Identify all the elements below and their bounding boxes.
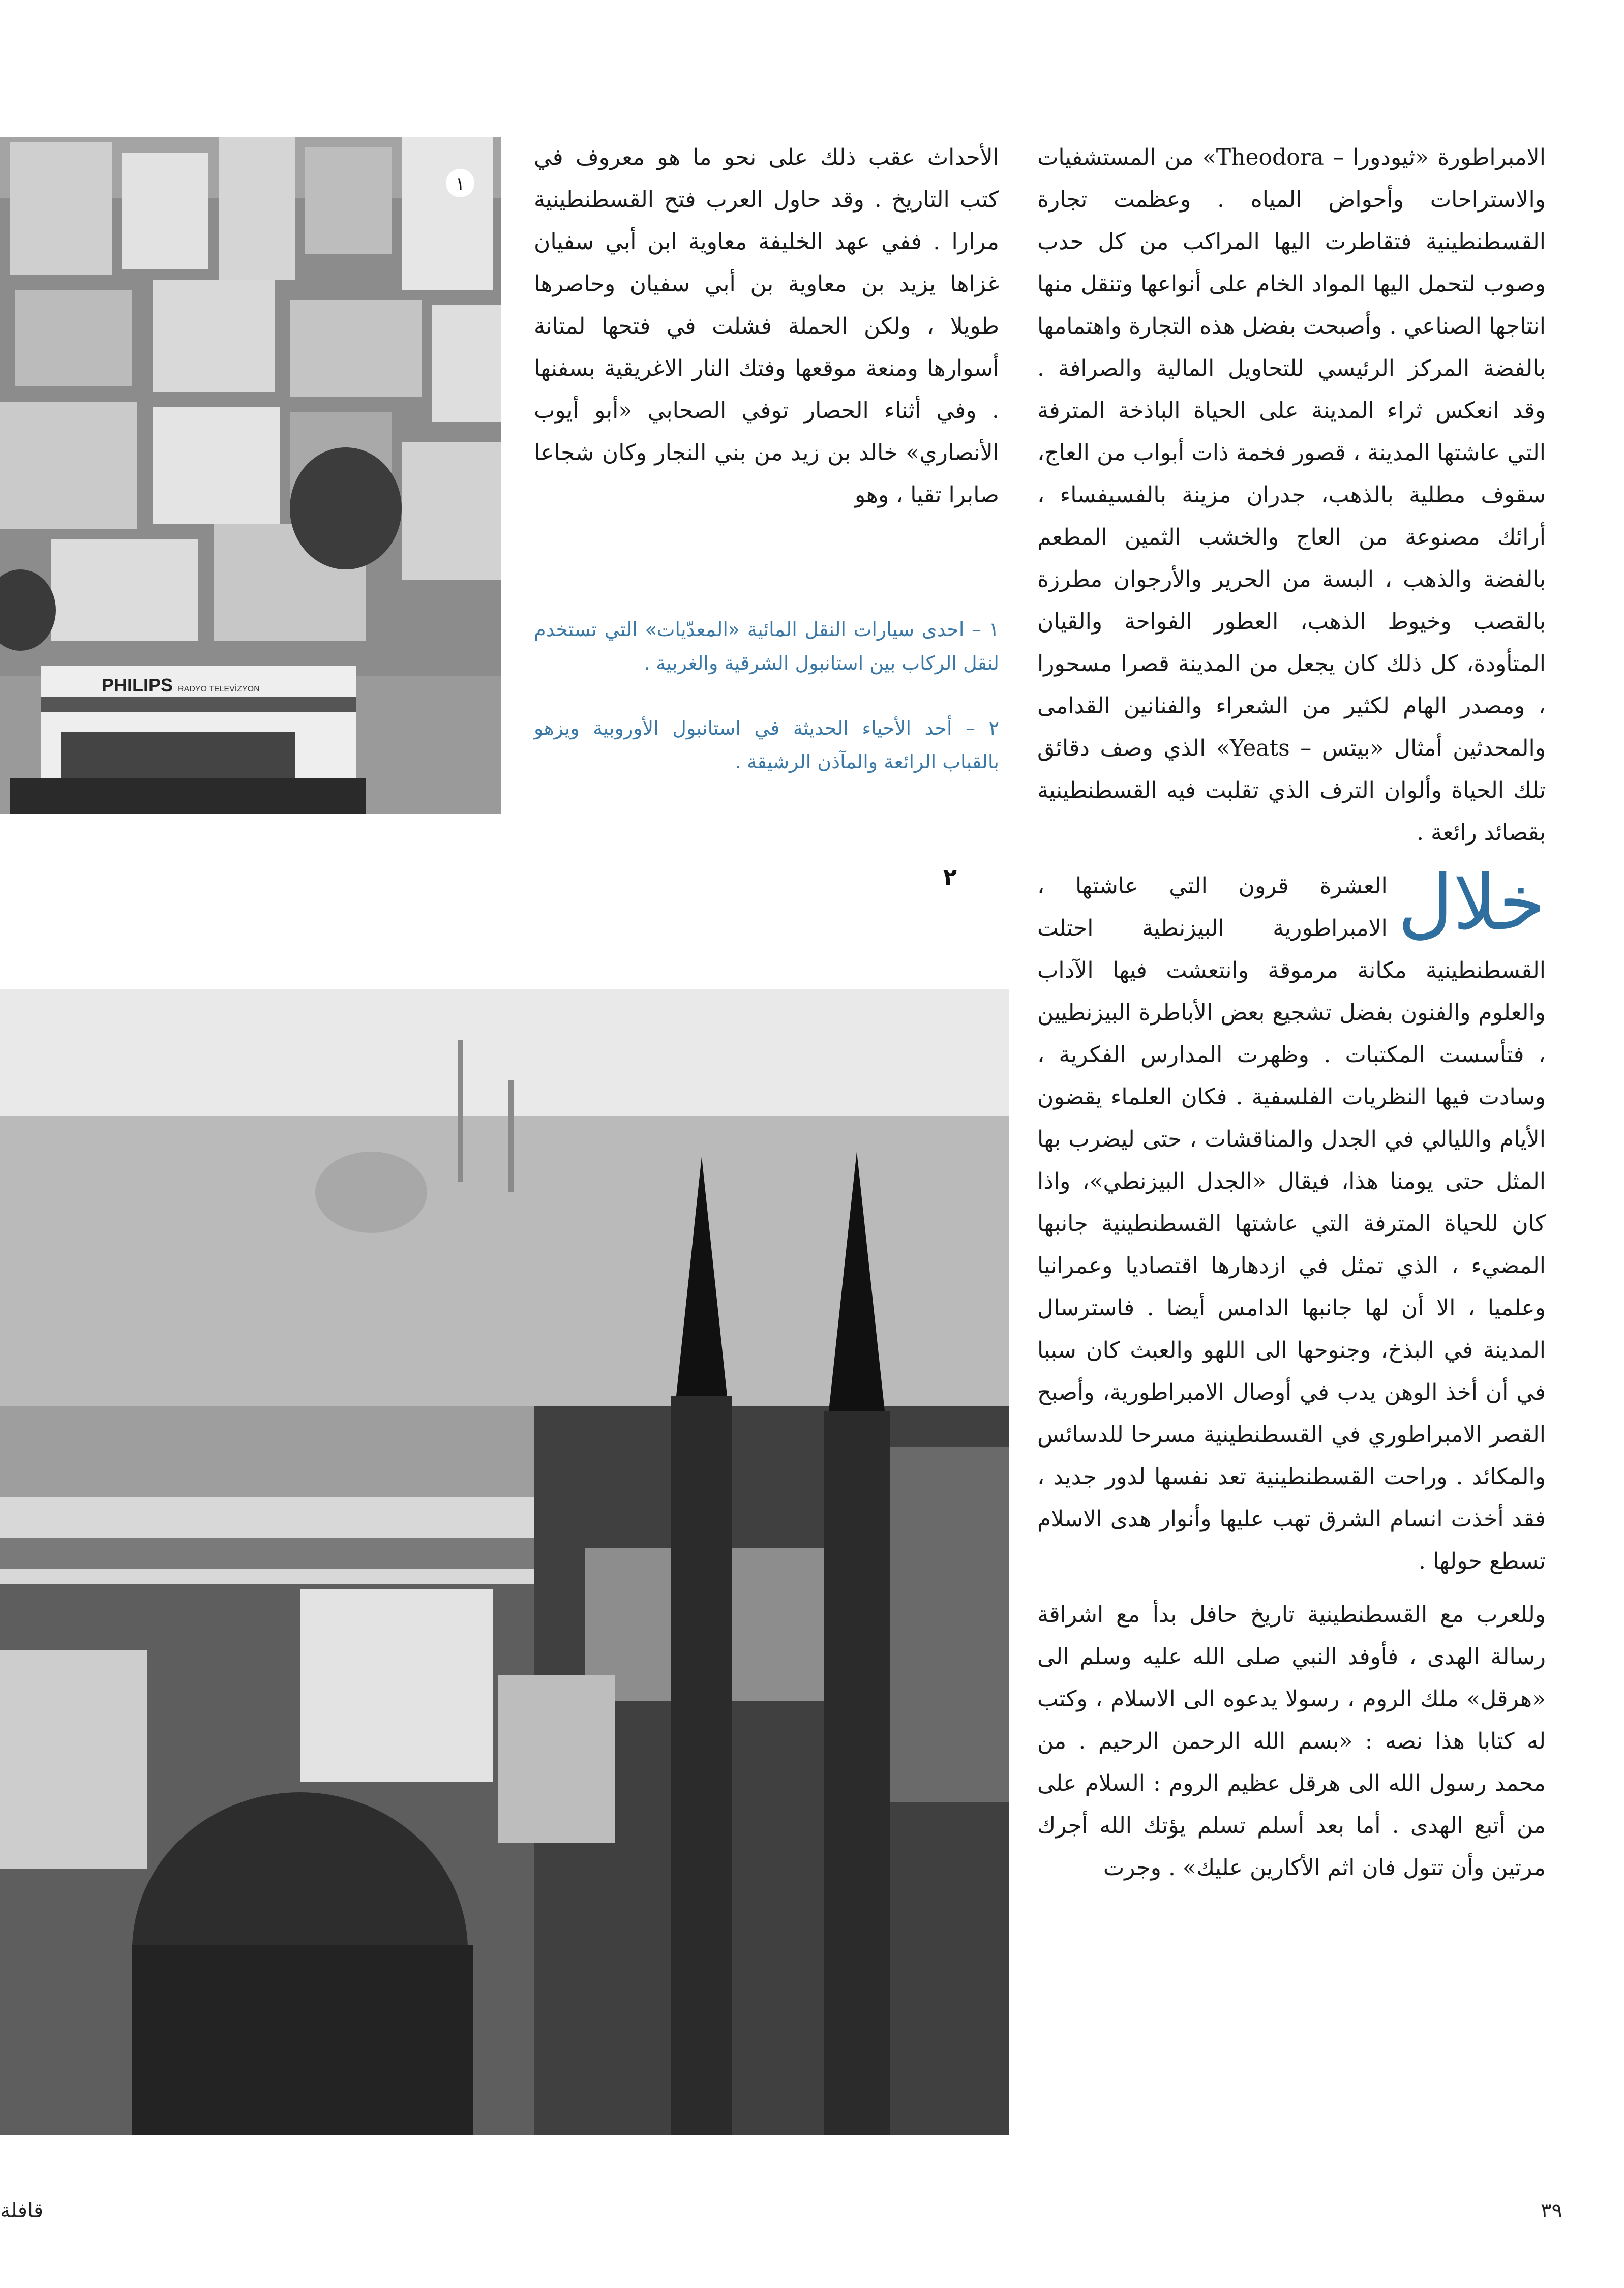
paragraph-right-3: وللعرب مع القسطنطينية تاريخ حافل بدأ مع اشراقة رسالة الهدى ، فأوفد النبي صلى الله عليه وسلم الى «هرقل» ملك الروم ، رسولا يدعوه الى الاسلام ، وكتب له كتابا هذا نصه : «بسم الله الرحمن الرحيم . من محمد رسول الله الى هرقل عظيم الروم : السلام على من أتبع الهدى . أما بعد أسلم تسلم يؤتك الله أجرك مرتين وأن تتول فان اثم الأكارين عليك» . وجرت — [1037, 1602, 1546, 1881]
page-number: ٣٩ — [1541, 2199, 1562, 2222]
ferry-sign-small: RADYO TELEVİZYON — [178, 685, 260, 694]
paragraph-middle-1: الأحداث عقب ذلك على نحو ما هو معروف في كتب التاريخ . وقد حاول العرب فتح القسطنطينية مرارا . ففي عهد الخليفة معاوية ابن أبي سفيان غزاها يزيد بن معاوية بن أبي سفيان وحاصرها طويلا ، ولكن الحملة فشلت في فتحها لمتانة أسوارها ومنعة موقعها وفتك النار الاغريقية بسفنها . وفي أثناء الحصار توفي الصحابي «أبو أيوب الأنصاري» خالد بن زيد من بني النجار وكان شجاعا صابرا تقيا ، وهو — [534, 144, 999, 508]
photo-ferry-hillside — [0, 137, 501, 814]
caption-2: ٢ – أحد الأحياء الحديثة في استانبول الأوروبية ويزهو بالقباب الرائعة والمآذن الرشيقة . — [534, 717, 999, 773]
ferry-sign: PHILIPS — [102, 675, 173, 696]
photo-1-number: ١ — [455, 174, 465, 194]
photo-captions — [534, 613, 999, 847]
caption-1: ١ – احدى سيارات النقل المائية «المعدّيات» التي تستخدم لنقل الركاب بين استانبول الشرقية والغربية . — [534, 618, 999, 674]
paragraph-right-2-text: العشرة قرون التي عاشتها ، الامبراطورية البيزنطية احتلت القسطنطينية مكانة مرموقة وانتعشت فيها الآداب والعلوم والفنون بفضل تشجيع بعض الأباطرة البيزنطيين ، فتأسست المكتبات . وظهرت المدارس الفكرية ، وسادت فيها النظريات الفلسفية . فكان العلماء يقضون الأيام والليالي في الجدل والمناقشات ، حتى ليضرب بها المثل حتى يومنا هذا، فيقال «الجدل البيزنطي»، واذا كان للحياة المترفة التي عاشتها القسطنطينية جانبها المضيء ، الذي تمثل في ازدهارها اقتصاديا وعمرانيا وعلميا ، الا أن لها جانبها الدامس أيضا . فاسترسال المدينة في البذخ، وجنوحها الى اللهو والعبث كان سببا في أن أخذ الوهن يدب في أوصال الامبراطورية، وأصبح القصر الامبراطوري في القسطنطينية مسرحا للدسائس والمكائد . وراحت القسطنطينية تعد نفسها لدور جديد ، فقد أخذت انسام الشرق تهب عليها وأنوار هدى الاسلام تسطع حولها . — [1037, 873, 1546, 1574]
paragraph-right-2 — [1037, 859, 1546, 1582]
magazine-name: قافلة — [0, 2199, 44, 2222]
paragraph-right-1: الامبراطورة «ثيودورا – Theodora» من المستشفيات والاستراحات وأحواض المياه . وعظمت تجارة القسطنطينية فتقاطرت اليها المراكب من كل حدب وصوب لتحمل اليها المواد الخام على أنواعها وتنقل منها انتاجها الصناعي . وأصبحت بفضل هذه التجارة واهتمامها بالفضة المركز الرئيسي للتحاويل المالية والصرافة . وقد انعكس ثراء المدينة على الحياة الباذخة المترفة التي عاشتها المدينة ، قصور فخمة ذات أبواب من العاج، سقوف مطلية بالذهب، جدران مزينة بالفسيفساء ، أرائك مصنوعة من العاج والخشب الثمين المطعم بالفضة والذهب ، البسة من الحرير والأرجوان مطرزة بالقصب وخيوط الذهب، العطور الفواحة والقيان المتأودة، كل ذلك كان يجعل من المدينة قصرا مسحورا ، ومصدر الهام لكثير من الشعراء والفنانين القدامى والمحدثين أمثال «بيتس – Yeats» الذي وصف دقائق تلك الحياة وألوان الترف الذي تقلبت فيه القسطنطينية بقصائد رائعة . — [1037, 144, 1546, 846]
photo-mosque-minarets — [0, 989, 1009, 2135]
text-column-middle — [534, 136, 999, 574]
dropcap-word: خلال — [1397, 859, 1546, 947]
text-column-right — [1037, 136, 1546, 2135]
photo-2-number: ٢ — [943, 864, 957, 890]
